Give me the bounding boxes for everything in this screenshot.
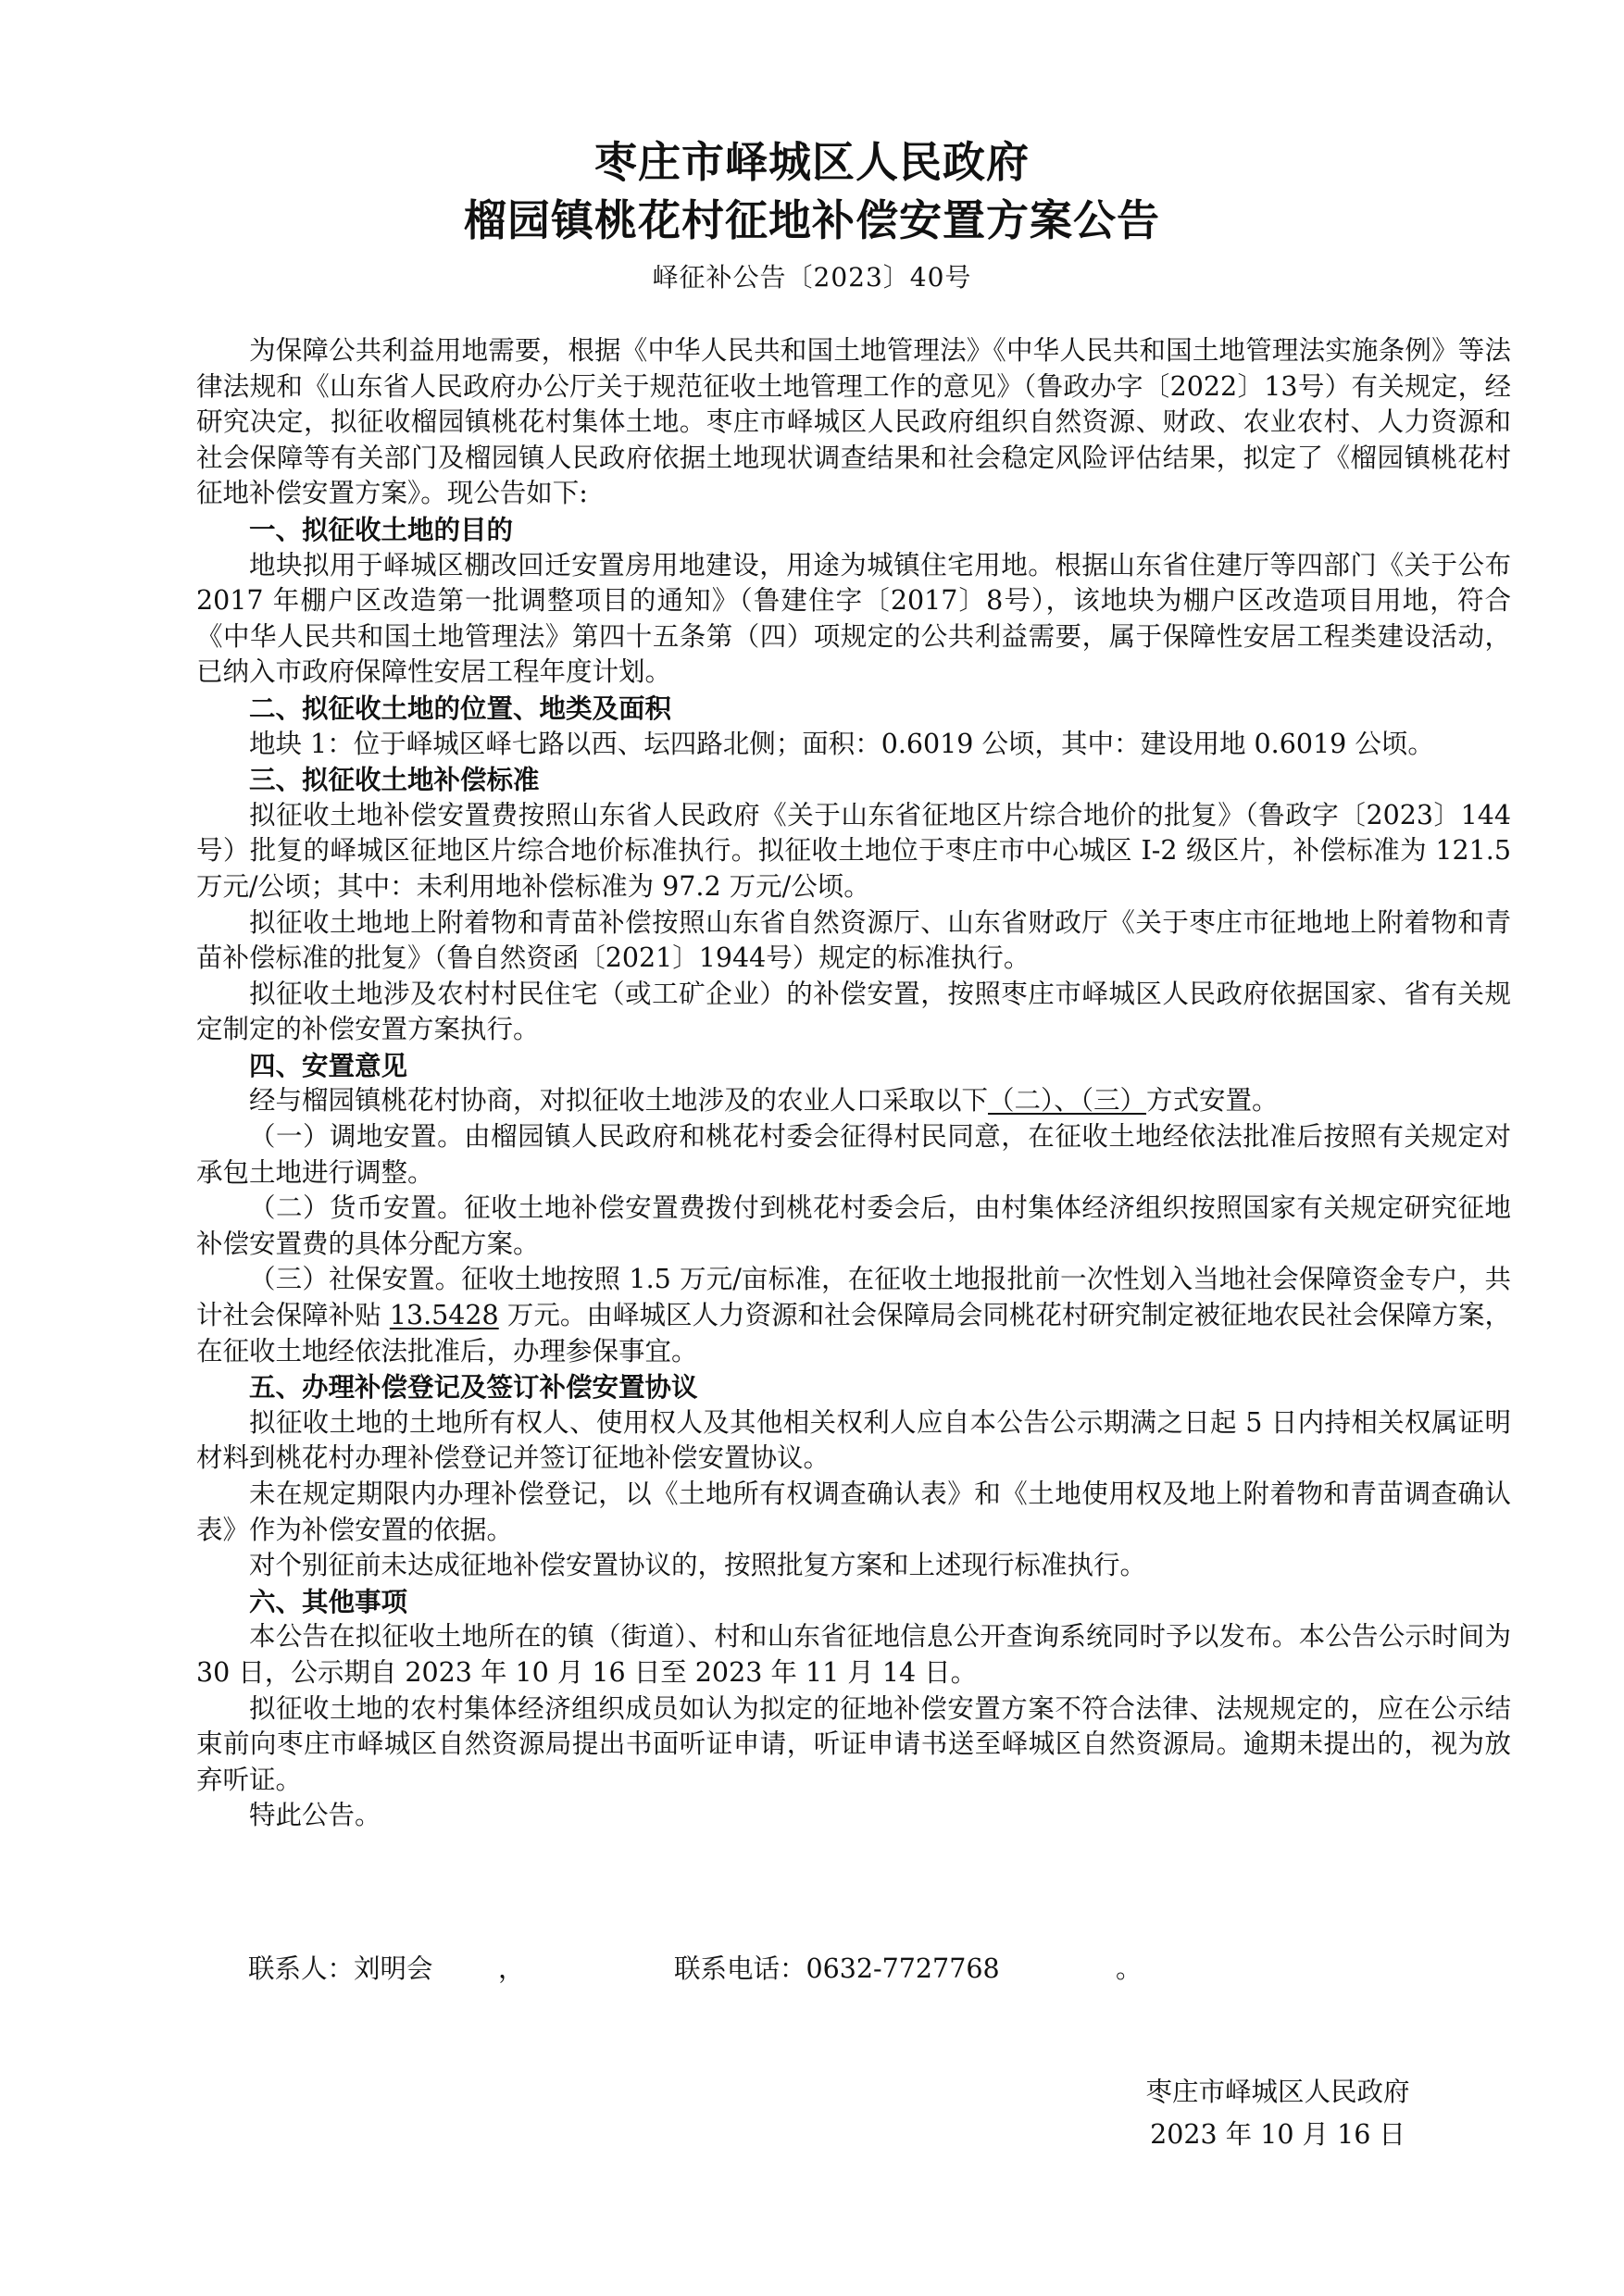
paragraph: 拟征收土地补偿安置费按照山东省人民政府《关于山东省征地区片综合地价的批复》（鲁政字〔2023〕144号）批复的峄城区征地区片综合地价标准执行。拟征收土地位于枣庄市中心城区 I-2 级区片，补偿标准为 121.5 万元/公顷；其中：未利用地补偿标准为 97.2 万元/公顷。 — [196, 799, 1511, 902]
paragraph: （二）货币安置。征收土地补偿安置费拨付到桃花村委会后，由村集体经济组织按照国家有关规定研究征地补偿安置费的具体分配方案。 — [196, 1192, 1511, 1259]
paragraph — [196, 1083, 1511, 1119]
text-segment: 方式安置。 — [1146, 1085, 1279, 1117]
underlined-amount: 13.5428 — [389, 1300, 499, 1331]
paragraph: 拟征收土地地上附着物和青苗补偿按照山东省自然资源厅、山东省财政厅《关于枣庄市征地地上附着物和青苗补偿标准的批复》（鲁自然资函〔2021〕1944号）规定的标准执行。 — [196, 906, 1511, 974]
intro-paragraph: 为保障公共利益用地需要，根据《中华人民共和国土地管理法》《中华人民共和国土地管理法实施条例》等法律法规和《山东省人民政府办公厅关于规范征收土地管理工作的意见》（鲁政办字〔2022〕13号）有关规定，经研究决定，拟征收榴园镇桃花村集体土地。枣庄市峄城区人民政府组织自然资源、财政、农业农村、人力资源和社会保障等有关部门及榴园镇人民政府依据土地现状调查结果和社会稳定风险评估结果，拟定了《榴园镇桃花村征地补偿安置方案》。现公告如下: — [196, 335, 1511, 509]
section-heading-compensation: 三、拟征收土地补偿标准 — [249, 764, 540, 796]
page-title: 榴园镇桃花村征地补偿安置方案公告 — [464, 195, 1160, 245]
notice-body — [196, 333, 1511, 1834]
section-heading-purpose: 一、拟征收土地的目的 — [249, 513, 514, 545]
paragraph: （一）调地安置。由榴园镇人民政府和桃花村委会征得村民同意，在征收土地经依法批准后按照有关规定对承包土地进行调整。 — [196, 1121, 1511, 1188]
paragraph: 未在规定期限内办理补偿登记，以《土地所有权调查确认表》和《土地使用权及地上附着物和青苗调查确认表》作为补偿安置的依据。 — [196, 1479, 1511, 1545]
contact-line — [0, 1951, 1624, 1988]
text-segment: （三）社保安置。征收土地按照 1.5 万元/亩标准，在征收土地报批前一次性划入当地社会保障资金专户，共计社会保障补贴 — [196, 1264, 1511, 1331]
contact-separator: ， — [498, 1953, 525, 1984]
paragraph: 对个别征前未达成征地补偿安置协议的，按照批复方案和上述现行标准执行。 — [249, 1550, 1147, 1581]
underlined-options: （二）、（三） — [988, 1085, 1147, 1117]
paragraph: 拟征收土地的农村集体经济组织成员如认为拟定的征地补偿安置方案不符合法律、法规规定的，应在公示结束前向枣庄市峄城区自然资源局提出书面听证申请，听证申请书送至峄城区自然资源局。逾期未提出的，视为放弃听证。 — [196, 1692, 1511, 1795]
closing-line: 特此公告。 — [249, 1800, 381, 1831]
contact-period: 。 — [1116, 1953, 1143, 1984]
contact-person: 联系人：刘明会 — [248, 1953, 433, 1984]
page-title-issuer: 枣庄市峄城区人民政府 — [594, 137, 1030, 187]
paragraph: 拟征收土地的土地所有权人、使用权人及其他相关权利人应自本公告公示期满之日起 5 日内持相关权属证明材料到桃花村办理补偿登记并签订征地补偿安置协议。 — [196, 1406, 1511, 1474]
document-number: 峄征补公告〔2023〕40号 — [652, 262, 972, 293]
paragraph: 地块拟用于峄城区棚改回迁安置房用地建设，用途为城镇住宅用地。根据山东省住建厅等四部门《关于公布 2017 年棚户区改造第一批调整项目的通知》（鲁建住字〔2017〕8号），该地块为棚户区改造项目用地，符合《中华人民共和国土地管理法》第四十五条第（四）项规定的公共利益需要，属于保障性安居工程类建设活动，已纳入市政府保障性安居工程年度计划。 — [196, 549, 1511, 688]
paragraph: 地块 1：位于峄城区峄七路以西、坛四路北侧；面积：0.6019 公顷，其中：建设用地 0.6019 公顷。 — [249, 728, 1434, 759]
text-segment: 经与榴园镇桃花村协商，对拟征收土地涉及的农业人口采取以下 — [249, 1085, 989, 1117]
signature-organization: 枣庄市峄城区人民政府 — [1145, 2077, 1410, 2107]
section-heading-registration: 五、办理补偿登记及签订补偿安置协议 — [249, 1371, 698, 1404]
section-heading-location: 二、拟征收土地的位置、地类及面积 — [249, 692, 672, 724]
contact-phone: 联系电话：0632-7727768 — [674, 1953, 1000, 1984]
paragraph: 拟征收土地涉及农村村民住宅（或工矿企业）的补偿安置，按照枣庄市峄城区人民政府依据国家、省有关规定制定的补偿安置方案执行。 — [196, 978, 1511, 1045]
section-heading-other: 六、其他事项 — [249, 1585, 408, 1617]
text-segment: 万元。由峄城区人力资源和社会保障局会同桃花村研究制定被征地农民社会保障方案，在征收土地经依法批准后，办理参保事宜。 — [196, 1300, 1512, 1366]
paragraph — [196, 1262, 1511, 1369]
paragraph: 本公告在拟征收土地所在的镇（街道）、村和山东省征地信息公开查询系统同时予以发布。本公告公示时间为 30 日，公示期自 2023 年 10 月 16 日至 2023 年 11 月 14 日。 — [196, 1621, 1511, 1688]
signature-date: 2023 年 10 月 16 日 — [1150, 2119, 1405, 2150]
section-heading-resettlement: 四、安置意见 — [249, 1049, 408, 1081]
